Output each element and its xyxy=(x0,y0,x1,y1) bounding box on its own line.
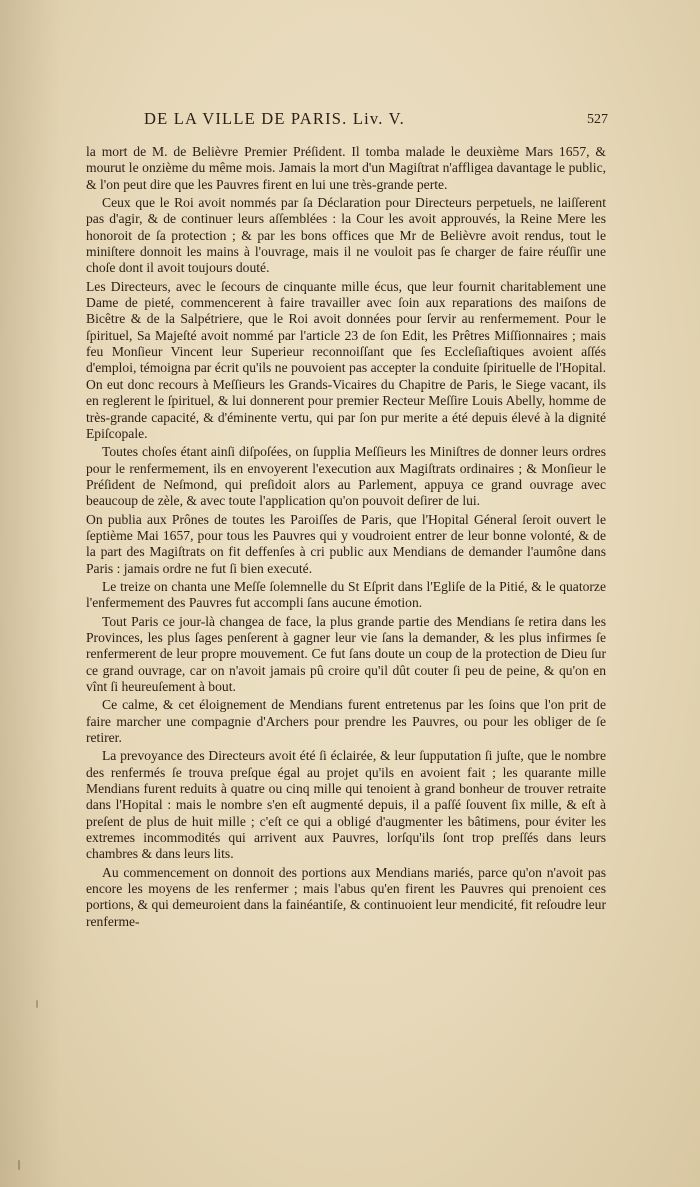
page-header xyxy=(84,109,608,133)
paragraph: Le treize on chanta une Meſſe ſolemnelle du St Eſprit dans l'Egliſe de la Pitié, & le quatorze l'enfermement des Pauvres fut accompli ſans aucune émotion. xyxy=(86,578,606,611)
paragraph: La prevoyance des Directeurs avoit été ſi éclairée, & leur ſupputation ſi juſte, que le nombre des renfermés ſe trouva preſque égal au projet qu'ils en avoient fait ; les quarante mille Mendians furent reduits à quatre ou cinq mille qui tenoient à grand bonheur de trouver retraite dans l'Hopital : mais le nombre s'en eſt augmenté depuis, il a paſſé ſouvent ſix mille, & eſt à preſent de plus de huit mille ; c'eſt ce qui a obligé d'augmenter les bâtimens, pour éviter les extremes incommodités qui arrivent aux Pauvres, lorſqu'ils ſont trop preſſés dans leurs chambres & dans leurs lits. xyxy=(86,748,606,862)
paragraph: Au commencement on donnoit des portions aux Mendians mariés, parce qu'on n'avoit pas encore les moyens de les renfermer ; mais l'abus qu'en firent les Pauvres qui prenoient ces portions, & qui demeuroient dans la fainéantiſe, & continuoient leur mendicité, fit reſoudre leur renferme- xyxy=(86,864,606,929)
paragraph: Ceux que le Roi avoit nommés par ſa Déclaration pour Directeurs perpetuels, ne laiſſerent pas d'agir, & de continuer leurs aſſemblées : la Cour les avoit approuvés, la Reine Mere les honoroit de ſa protection ; & par les bons offices que Mr de Belièvre avoit rendus, tout le miniſtere donnoit les mains à l'ouvrage, mais il ne vouloit pas ſe charger de faire réuſſir une choſe dont il avoit toujours douté. xyxy=(86,195,606,276)
ink-speck xyxy=(18,1160,20,1170)
page-edge-shadow xyxy=(0,0,60,1187)
paragraph: Tout Paris ce jour-là changea de face, la plus grande partie des Mendians ſe retira dans les Provinces, les plus ſages penſerent à gagner leur vie ſans la demander, & les plus infirmes ſe renfermerent de leur propre mouvement. Ce fut ſans doute un coup de la protection de Dieu ſur ce grand ouvrage, car on n'avoit jamais pû croire qu'il dût couter ſi peu de peine, & qu'on en vînt ſi heureuſement à bout. xyxy=(86,613,606,694)
paragraph: la mort de M. de Belièvre Premier Préſident. Il tomba malade le deuxième Mars 1657, & mourut le onzième du même mois. Jamais la mort d'un Magiſtrat n'affligea davantage le public, & l'on peut dire que les Pauvres firent en lui une très-grande perte. xyxy=(86,144,606,192)
paragraph: Les Directeurs, avec le ſecours de cinquante mille écus, que leur fournit charitablement une Dame de pieté, commencerent à faire travailler avec ſoin aux reparations des maiſons de Bicêtre & de la Salpétriere, que le Roi avoit données pour ſervir au renfermement. Pour le ſpirituel, Sa Majeſté avoit nommé par l'article 23 de ſon Edit, les Prêtres Miſſionnaires ; mais feu Monſieur Vincent leur Superieur reconnoiſſant que ſes Eccleſiaſtiques avoient aſſés d'emploi, témoigna par écrit qu'ils ne pouvoient pas accepter la conduite ſpirituelle de l'Hopital. On eut donc recours à Meſſieurs les Grands-Vicaires du Chapitre de Paris, le Siege vacant, ils en reglerent le ſpirituel, & lui donnerent pour premier Recteur Meſſire Louis Abelly, homme de très-grande capacité, & d'éminente vertu, qui par ſon pur merite a été depuis élevé à la dignité Epiſcopale. xyxy=(86,278,606,441)
paragraph: Ce calme, & cet éloignement de Mendians furent entretenus par les ſoins que l'on prit de faire marcher une compagnie d'Archers pour prendre les Pauvres, ou pour les obliger de ſe retirer. xyxy=(86,697,606,746)
body-text xyxy=(86,144,606,932)
page-number: 527 xyxy=(587,112,608,127)
running-title: DE LA VILLE DE PARIS. Liv. V. xyxy=(144,109,405,128)
paragraph: Toutes choſes étant ainſi diſpoſées, on ſupplia Meſſieurs les Miniſtres de donner leurs ordres pour le renfermement, ils en envoyerent l'execution aux Magiſtrats ordinaires ; & Monſieur le Préſident de Neſmond, qui preſidoit alors au Parlement, appuya ce grand ouvrage avec beaucoup de zèle, & avec toute l'application qu'on pouvoit deſirer de lui. xyxy=(86,444,606,509)
ink-speck xyxy=(36,1000,38,1008)
paragraph: On publia aux Prônes de toutes les Paroiſſes de Paris, que l'Hopital Géneral ſeroit ouvert le ſeptième Mai 1657, pour tous les Pauvres qui y voudroient entrer de leur bonne volonté, & de la part des Magiſtrats on fit deffenſes à cri public aux Mendians de demander l'aumône dans Paris : jamais ordre ne fut ſi bien executé. xyxy=(86,511,606,576)
